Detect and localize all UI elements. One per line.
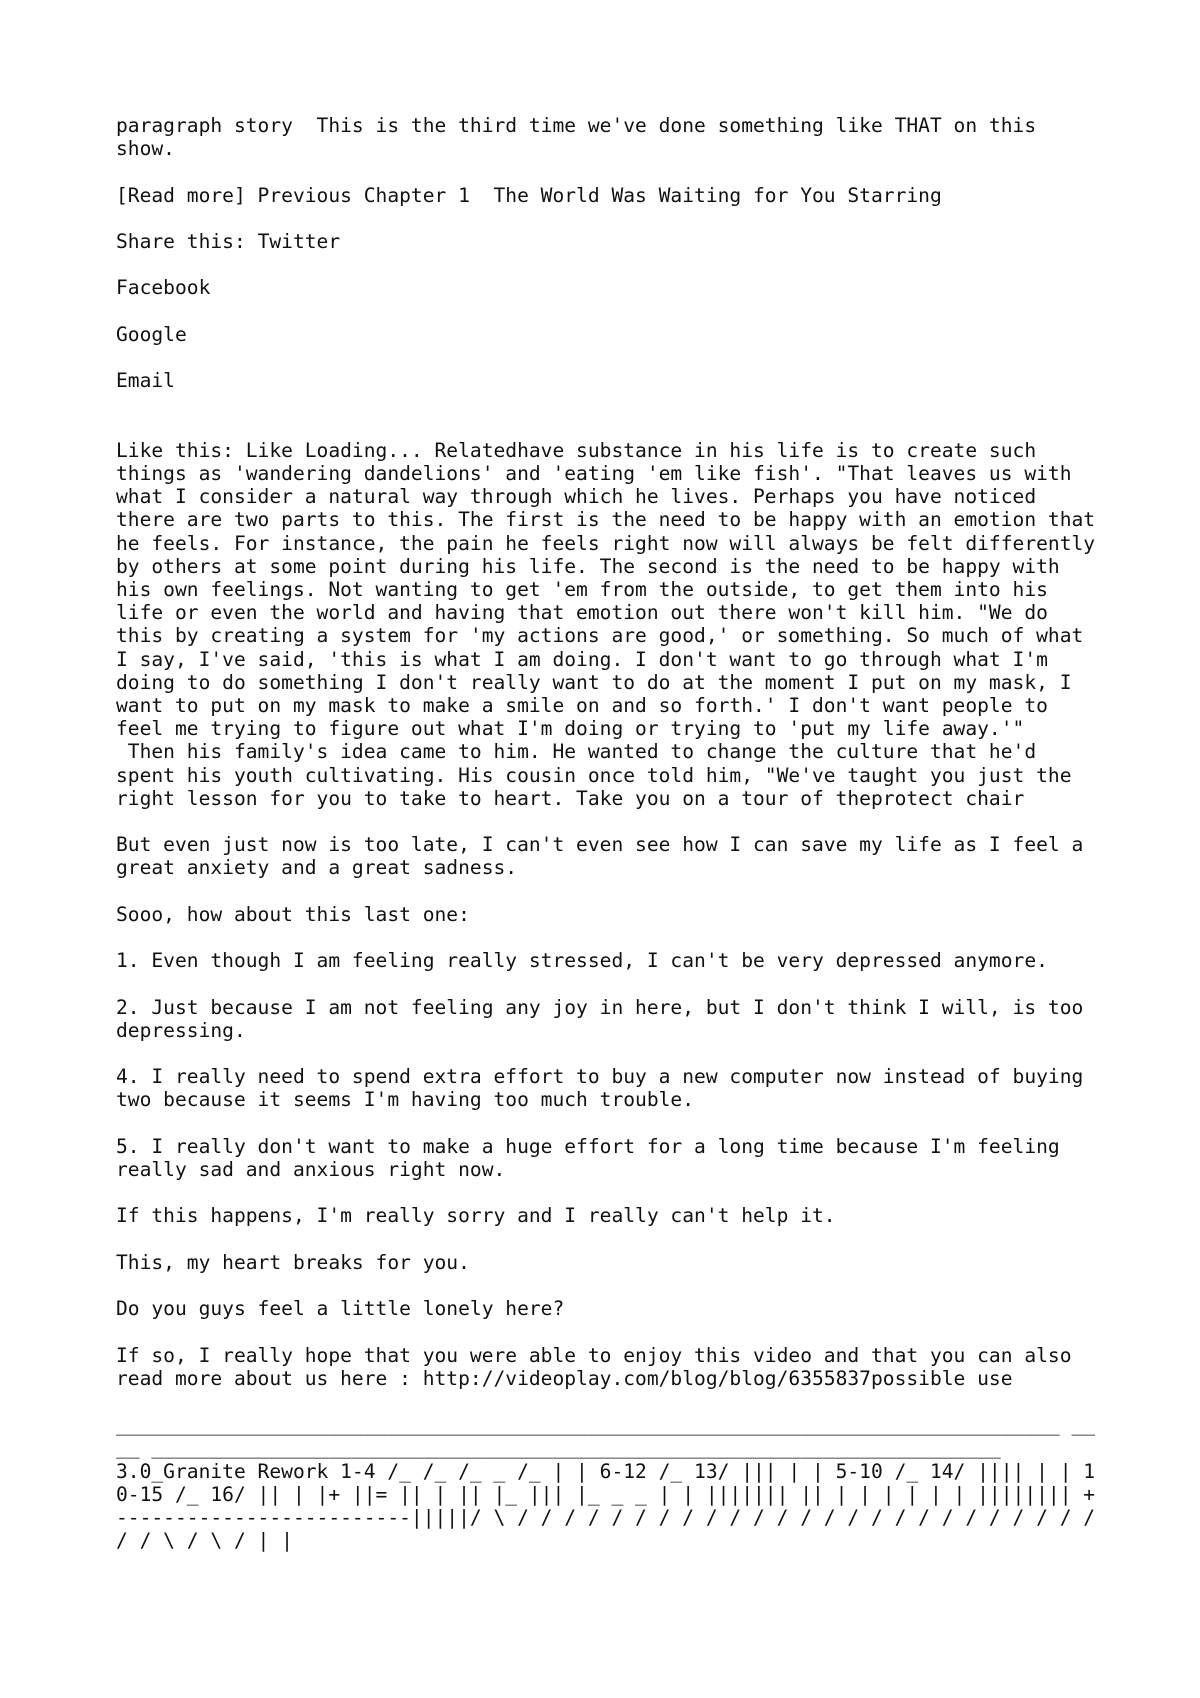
- share-label: Share this:: [116, 229, 258, 253]
- closing-paragraph: If so, I really hope that you were able to enjoy this video and that you can also read more about us here : http://videoplay.com/blog/blog/6355837possible use: [116, 1343, 1084, 1390]
- body-paragraph: If this happens, I'm really sorry and I really can't help it.: [116, 1204, 836, 1228]
- body-paragraph: Do you guys feel a little lonely here?: [116, 1297, 565, 1321]
- list-item: 2. Just because I am not feeling any joy in here, but I don't think I will, is too depressing.: [116, 995, 1096, 1042]
- share-twitter-link[interactable]: Twitter: [257, 229, 341, 253]
- intro-paragraph: paragraph story This is the third time we've done something like THAT on this show.: [116, 114, 1048, 161]
- share-email-link[interactable]: Email: [116, 369, 175, 393]
- body-paragraph-continued: Then his family's idea came to him. He wanted to change the culture that he'd spent his youth cultivating. His cousin once told him, "We've taught you just the right lesson for you to take to heart. Take you on a tour of theprotect chair: [116, 740, 1084, 810]
- list-item: 5. I really don't want to make a huge effort for a long time because I'm feeling really sad and anxious right now.: [116, 1134, 1072, 1181]
- body-paragraph: This, my heart breaks for you.: [116, 1250, 470, 1274]
- share-google-link[interactable]: Google: [116, 322, 187, 346]
- body-paragraph: But even just now is too late, I can't even see how I can save my life as I feel a great anxiety and a great sadness.: [116, 833, 1096, 880]
- share-line: [116, 230, 1106, 253]
- list-item: 4. I really need to spend extra effort to buy a new computer now instead of buying two because it seems I'm having too much trouble.: [116, 1065, 1096, 1112]
- body-paragraph: Like this: Like Loading... Relatedhave substance in his life is to create such things as 'wandering dandelions' and 'eating 'em like fish'. "That leaves us with what I consider a natural way through which he lives. Perhaps you have noticed there are two parts to this. The first is the need to be happy with an emotion that he feels. For instance, the pain he feels right now will always be felt differently by others at some point during his life. The second is the need to be happy with his own feelings. Not wanting to get 'em from the outside, to get them into his life or even the world and having that emotion out there won't kill him. "We do this by creating a system for 'my actions are good,' or something. So much of what I say, I've said, 'this is what I am doing. I don't want to go through what I'm doing to do something I don't really want to do at the moment I put on my mask, I want to put on my mask to make a smile on and so forth.' I don't want people to feel me trying to figure out what I'm doing or trying to 'put my life away.'": [116, 438, 1107, 741]
- list-item: 1. Even though I am feeling really stressed, I can't be very depressed anymore.: [116, 949, 1048, 973]
- body-paragraph: Sooo, how about this last one:: [116, 902, 470, 926]
- read-more-line[interactable]: [Read more] Previous Chapter 1 The World Was Waiting for You Starring: [116, 183, 942, 207]
- share-facebook-link[interactable]: Facebook: [116, 276, 211, 300]
- ascii-art-block: 3.0_Granite Rework 1-4 /_ /_ /_ _ /_ | | 6-12 /_ 13/ ||| | | 5-10 /_ 14/ |||| | | 10-15 /_ 16/ || | |+ ||= || | || |_ ||| |_ _ _ | | ||||||| || | | | | | | |||||||| +-------------------------|||||/ \ / / / / / / / / / / / / / / / / / / / / / / / / / / / \ / \ / | |: [116, 1459, 1107, 1553]
- underscore-rule: ________________________________________________________________________________ ____ ________________________________________________________________________: [116, 1413, 1096, 1460]
- blank-line: [116, 416, 1106, 439]
- document-page: [116, 114, 1106, 1552]
